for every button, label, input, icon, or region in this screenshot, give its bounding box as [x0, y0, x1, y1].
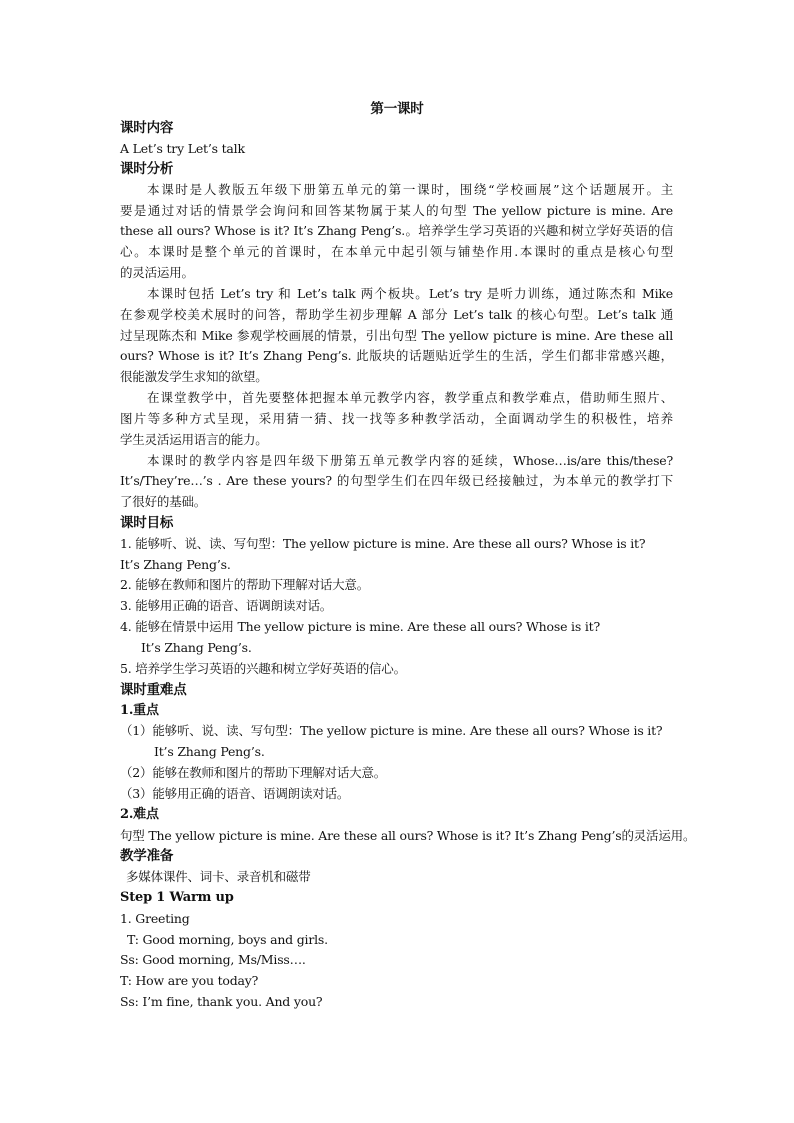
- heading-lesson-goals: 课时目标: [120, 515, 174, 531]
- goal-item: 1. 能够听、说、读、写句型：The yellow picture is mine. Are these all ours? Whose is it?: [120, 536, 646, 551]
- analysis-line: these all ours? Whose is it? It’s Zhang Peng’s.。培养学生学习英语的兴趣和树立学好英语的信: [120, 223, 673, 238]
- subheading-difficult-points: 2.难点: [120, 807, 159, 822]
- teaching-prep-text: 多媒体课件、词卡、录音机和磁带: [126, 869, 311, 884]
- analysis-line: 学生灵活运用语言的能力。: [120, 432, 268, 447]
- key-point-item: It’s Zhang Peng’s.: [154, 744, 265, 759]
- analysis-line: 要是通过对话的情景学会询问和回答某物属于某人的句型 The yellow picture is mine. Are: [120, 203, 673, 218]
- step1-line: Ss: Good morning, Ms/Miss….: [120, 952, 306, 967]
- goal-item: 3. 能够用正确的语音、语调朗读对话。: [120, 598, 333, 613]
- subheading-key-points: 1.重点: [120, 703, 159, 718]
- lesson-content-text: A Let’s try Let’s talk: [120, 141, 245, 156]
- goal-item: It’s Zhang Peng’s.: [141, 640, 252, 655]
- analysis-line: 很能激发学生求知的欲望。: [120, 369, 268, 384]
- key-point-item: （2）能够在教师和图片的帮助下理解对话大意。: [120, 765, 387, 780]
- analysis-line: 心。本课时是整个单元的首课时，在本单元中起引领与铺垫作用.本课时的重点是核心句型: [120, 244, 673, 259]
- heading-lesson-analysis: 课时分析: [120, 161, 174, 177]
- heading-step1: Step 1 Warm up: [120, 890, 234, 905]
- heading-lesson-content: 课时内容: [120, 120, 174, 136]
- analysis-line: 在参观学校美术展时的问答，帮助学生初步理解 A 部分 Let’s talk 的核心句型。Let’s talk 通: [120, 307, 673, 322]
- key-point-item: （1）能够听、说、读、写句型：The yellow picture is mine. Are these all ours? Whose is it?: [120, 723, 663, 738]
- page-title: 第一课时: [370, 101, 424, 117]
- heading-key-difficult-points: 课时重难点: [120, 682, 187, 698]
- analysis-line: 本课时的教学内容是四年级下册第五单元教学内容的延续，Whose…is/are this/these?: [147, 453, 673, 468]
- step1-line: T: How are you today?: [120, 973, 259, 988]
- analysis-line: It’s/They’re…’s . Are these yours? 的句型学生们在四年级已经接触过，为本单元的教学打下: [120, 473, 673, 488]
- analysis-line: 在课堂教学中，首先要整体把握本单元教学内容，教学重点和教学难点，借助师生照片、: [147, 390, 673, 405]
- step1-line: Ss: I’m fine, thank you. And you?: [120, 994, 323, 1009]
- difficult-point-text: 句型 The yellow picture is mine. Are these all ours? Whose is it? It’s Zhang Peng’s的灵活运用。: [120, 828, 696, 843]
- analysis-line: 了很好的基础。: [120, 494, 207, 509]
- analysis-line: 本课时是人教版五年级下册第五单元的第一课时，围绕“学校画展”这个话题展开。主: [147, 182, 673, 197]
- analysis-line: 图片等多种方式呈现，采用猜一猜、找一找等多种教学活动，全面调动学生的积极性，培养: [120, 411, 673, 426]
- goal-item: 2. 能够在教师和图片的帮助下理解对话大意。: [120, 577, 370, 592]
- key-point-item: （3）能够用正确的语音、语调朗读对话。: [120, 786, 350, 801]
- heading-teaching-prep: 教学准备: [120, 848, 174, 864]
- goal-item: 5. 培养学生学习英语的兴趣和树立学好英语的信心。: [120, 661, 406, 676]
- analysis-line: ours? Whose is it? It’s Zhang Peng’s. 此版块的话题贴近学生的生活，学生们都非常感兴趣，: [120, 348, 673, 363]
- goal-item: 4. 能够在情景中运用 The yellow picture is mine. Are these all ours? Whose is it?: [120, 619, 600, 634]
- goal-item: It’s Zhang Peng’s.: [120, 557, 231, 572]
- analysis-line: 本课时包括 Let’s try 和 Let’s talk 两个板块。Let’s try 是听力训练，通过陈杰和 Mike: [147, 286, 673, 301]
- analysis-line: 的灵活运用。: [120, 265, 194, 280]
- step1-line: 1. Greeting: [120, 911, 190, 926]
- step1-line: T: Good morning, boys and girls.: [127, 932, 328, 947]
- analysis-line: 过呈现陈杰和 Mike 参观学校画展的情景，引出句型 The yellow picture is mine. Are these all: [120, 328, 673, 343]
